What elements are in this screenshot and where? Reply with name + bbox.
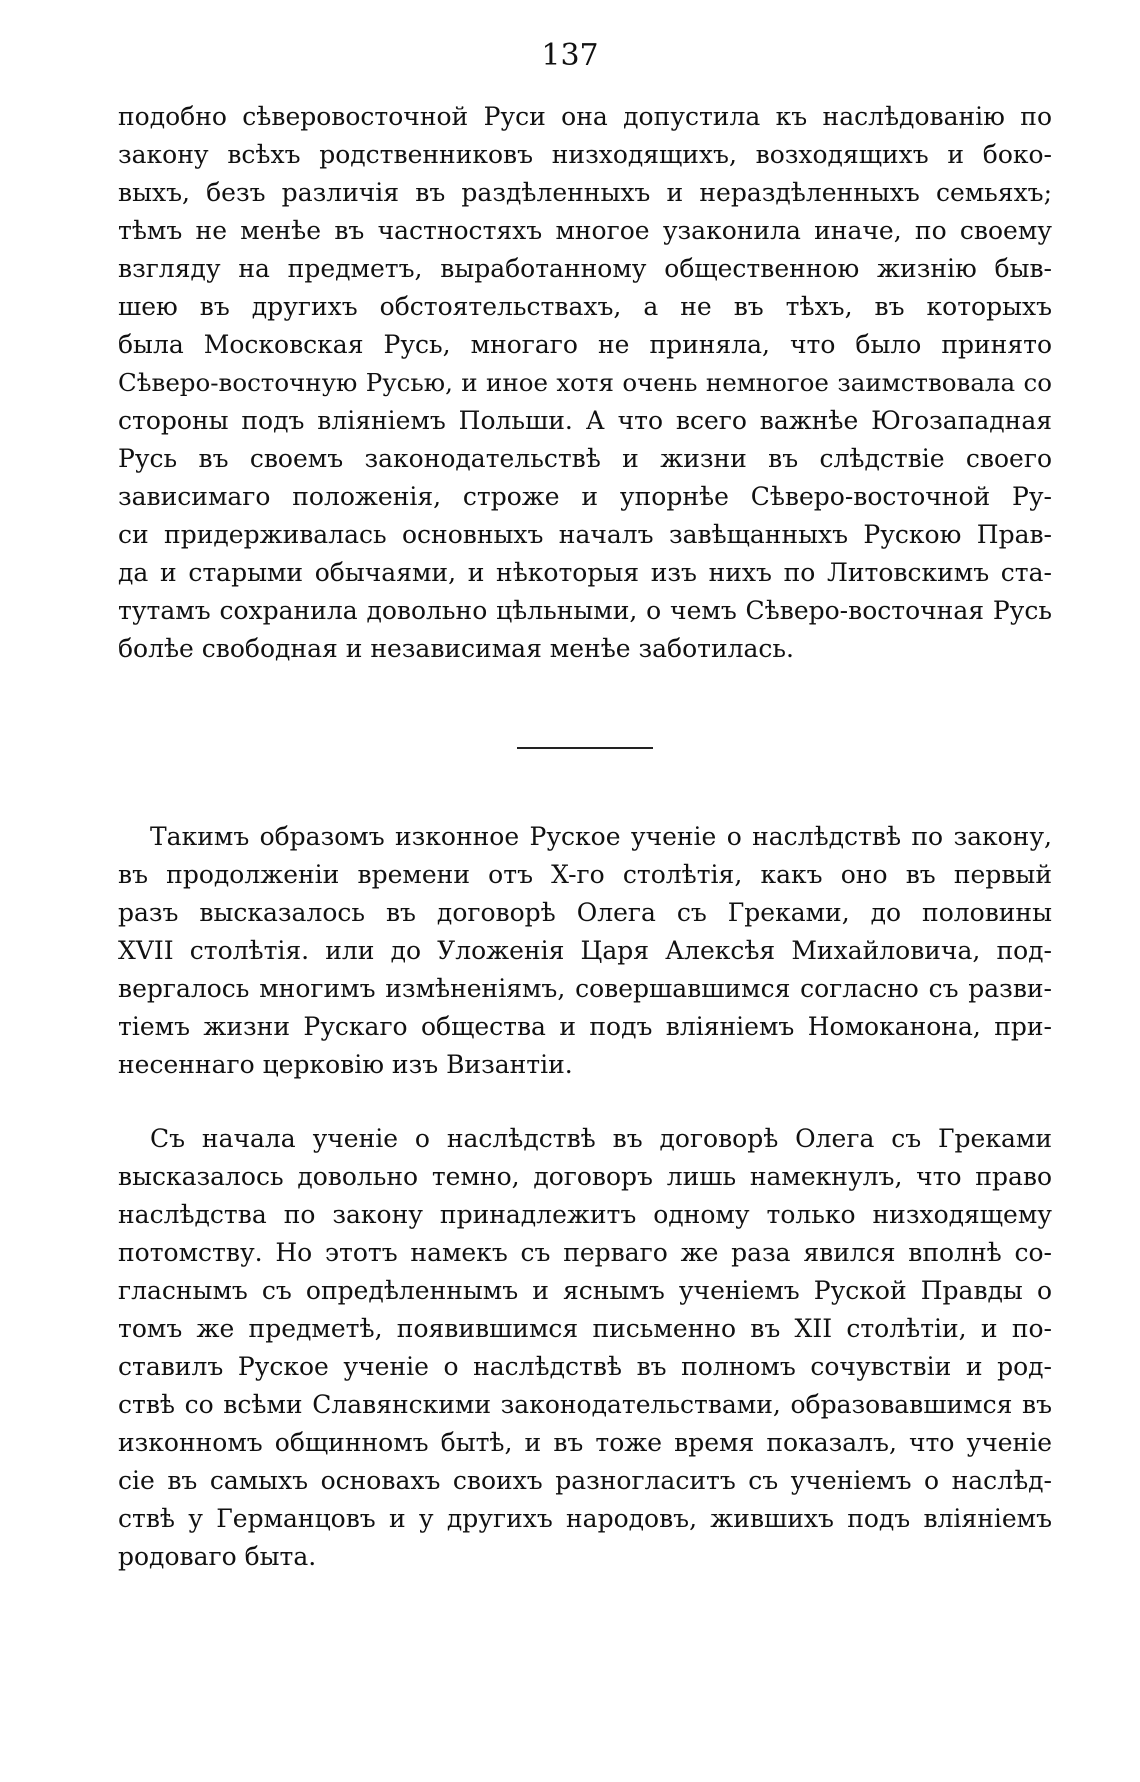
- text-line: родоваго быта.: [118, 1542, 317, 1571]
- paragraph-2: [118, 818, 1052, 1084]
- text-line: Съ начала ученіе о наслѣдствѣ въ договорѣ Олега съ Греками: [150, 1124, 1052, 1153]
- text-line: потомству. Но этотъ намекъ съ перваго же раза явился вполнѣ со-: [118, 1238, 1052, 1267]
- text-line: несеннаго церковію изъ Византіи.: [118, 1050, 573, 1079]
- text-line: сіе въ самыхъ основахъ своихъ разногласитъ съ ученіемъ о наслѣд-: [118, 1466, 1052, 1495]
- text-line: подобно сѣверовосточной Руси она допустила къ наслѣдованію по: [118, 102, 1052, 131]
- text-line: си придерживалась основныхъ началъ завѣщанныхъ Рускою Прав-: [118, 520, 1052, 549]
- text-line: зависимаго положенія, строже и упорнѣе Сѣверо-восточной Ру-: [118, 482, 1052, 511]
- text-line: ствѣ со всѣми Славянскими законодательствами, образовавшимся въ: [118, 1390, 1052, 1419]
- paragraph-3: [118, 1120, 1052, 1576]
- text-line: гласнымъ съ опредѣленнымъ и яснымъ ученіемъ Руской Правды о: [118, 1276, 1052, 1305]
- text-line: ствѣ у Германцовъ и у другихъ народовъ, жившихъ подъ вліяніемъ: [118, 1504, 1052, 1533]
- text-line: болѣе свободная и независимая менѣе заботилась.: [118, 634, 794, 663]
- text-line: XVII столѣтія. или до Уложенія Царя Алексѣя Михайловича, под-: [118, 936, 1052, 965]
- text-line: закону всѣхъ родственниковъ низходящихъ, возходящихъ и боко-: [118, 140, 1052, 169]
- text-line: Такимъ образомъ изконное Руское ученіе о наслѣдствѣ по закону,: [150, 822, 1052, 851]
- text-line: томъ же предметѣ, появившимся письменно въ XII столѣтіи, и по-: [118, 1314, 1052, 1343]
- text-line: Русь въ своемъ законодательствѣ и жизни въ слѣдствіе своего: [118, 444, 1052, 473]
- text-line: наслѣдства по закону принадлежитъ одному только низходящему: [118, 1200, 1052, 1229]
- text-line: шею въ другихъ обстоятельствахъ, а не въ тѣхъ, въ которыхъ: [118, 292, 1052, 321]
- text-line: была Московская Русь, многаго не приняла, что было принято: [118, 330, 1052, 359]
- text-line: въ продолженіи времени отъ X-го столѣтія, какъ оно въ первый: [118, 860, 1052, 889]
- paragraph-1: [118, 98, 1052, 668]
- text-line: тіемъ жизни Рускаго общества и подъ вліяніемъ Номоканона, при-: [118, 1012, 1052, 1041]
- text-line: выхъ, безъ различія въ раздѣленныхъ и нераздѣленныхъ семьяхъ;: [118, 178, 1052, 207]
- text-line: Сѣверо-восточную Русью, и иное хотя очень немногое заимствовала со: [118, 368, 1052, 397]
- page-number: 137: [541, 38, 599, 73]
- text-line: вергалось многимъ измѣненіямъ, совершавшимся согласно съ разви-: [118, 974, 1052, 1003]
- section-divider: [517, 747, 653, 749]
- text-line: высказалось довольно темно, договоръ лишь намекнулъ, что право: [118, 1162, 1052, 1191]
- text-line: стороны подъ вліяніемъ Польши. А что всего важнѣе Югозападная: [118, 406, 1052, 435]
- text-line: ставилъ Руское ученіе о наслѣдствѣ въ полномъ сочувствіи и род-: [118, 1352, 1052, 1381]
- text-line: разъ высказалось въ договорѣ Олега съ Греками, до половины: [118, 898, 1052, 927]
- text-line: тѣмъ не менѣе въ частностяхъ многое узаконила иначе, по своему: [118, 216, 1052, 245]
- text-line: тутамъ сохранила довольно цѣльными, о чемъ Сѣверо-восточная Русь: [118, 596, 1052, 625]
- text-line: да и старыми обычаями, и нѣкоторыя изъ нихъ по Литовскимъ ста-: [118, 558, 1052, 587]
- text-line: изконномъ общинномъ бытѣ, и въ тоже время показалъ, что ученіе: [118, 1428, 1052, 1457]
- text-line: взгляду на предметъ, выработанному общественною жизнію быв-: [118, 254, 1052, 283]
